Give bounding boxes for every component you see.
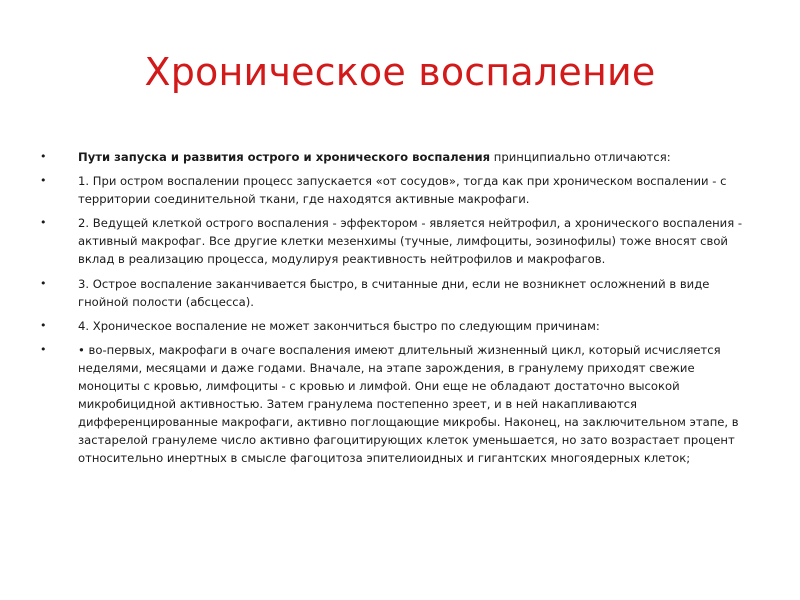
bullet-text: 4. Хроническое воспаление не может закончиться быстро по следующим причинам:: [78, 318, 600, 333]
bullet-item-1: [40, 148, 760, 166]
bullet-text: 2. Ведущей клеткой острого воспаления - эффектором - является нейтрофил, а хронического воспаления - активный макрофаг. Все другие клетки мезенхимы (тучные, лимфоциты, эозинофилы) тоже вносят свой вклад в реализацию процесса, модулируя реактивность нейтрофилов и макрофагов.: [78, 216, 743, 267]
bullet-item-3: [40, 214, 760, 268]
bullet-mark: •: [40, 174, 47, 188]
bullet-mark: •: [40, 276, 47, 290]
bullet-bold-text: Пути запуска и развития острого и хронического воспаления: [78, 150, 491, 164]
bullet-text: • во-первых, макрофаги в очаге воспаления имеют длительный жизненный цикл, который исчисляется неделями, месяцами и даже годами. Вначале, на этапе зарождения, в гранулему приходят свежие моноциты с кровью, лимфоциты - с кровью и лимфой. Они еще не обладают достаточно высокой микробицидной активностью. Затем гранулема постепенно зреет, и в ней накапливаются дифференцированные макрофаги, активно поглощающие микробы. Наконец, на заключительном этапе, в застарелой гранулеме число активно фагоцитирующих клеток уменьшается, но зато возрастает процент относительно инертных в смысле фагоцитоза эпителиоидных и гигантских многоядерных клеток;: [78, 342, 739, 466]
bullet-item-6: [40, 341, 760, 468]
slide-title: Хроническое воспаление: [144, 50, 656, 94]
bullet-mark: •: [40, 150, 47, 163]
bullet-text: 3. Острое воспаление заканчивается быстро, в считанные дни, если не возникнет осложнений в виде гнойной полости (абсцесса).: [78, 276, 710, 309]
bullet-item-2: [40, 172, 760, 208]
bullet-item-5: [40, 317, 760, 335]
bullet-text: 1. При остром воспалении процесс запускается «от сосудов», тогда как при хроническом воспалении - с территории соединительной ткани, где находятся активные макрофаги.: [78, 174, 727, 207]
bullet-mark: •: [40, 342, 47, 356]
bullet-text: принципиально отличаются:: [490, 150, 671, 164]
bullet-mark: •: [40, 318, 47, 332]
bullet-mark: •: [40, 216, 47, 230]
bullet-item-4: [40, 275, 760, 311]
bullet-list: [40, 148, 760, 474]
